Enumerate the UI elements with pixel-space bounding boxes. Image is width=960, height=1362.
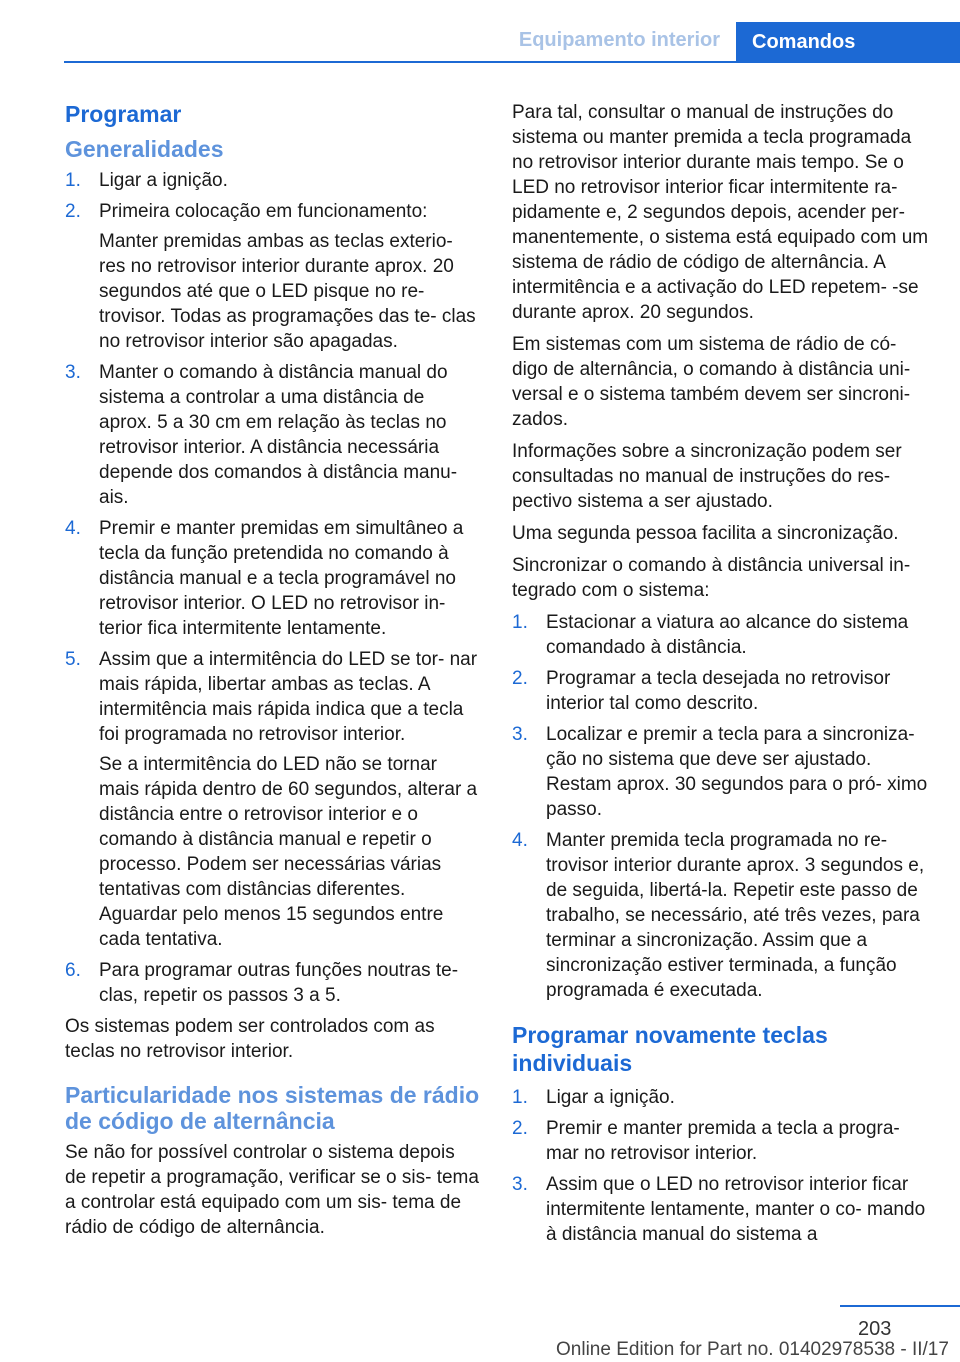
step-text: Manter o comando à distância manual do sistema a controlar a uma distância de aprox. 5 a 30 cm em relação às teclas no retrovisor interior. A distância necessária depende dos comandos à distância manu‐ ais. <box>99 362 458 508</box>
list-item <box>512 1085 932 1110</box>
step-number: 2. <box>65 201 81 222</box>
footer-rule <box>840 1305 960 1307</box>
tab-comandos[interactable]: Comandos <box>736 22 960 62</box>
paragraph: Informações sobre a sincronização podem ser consultadas no manual de instruções do res‐ pectivo sistema a ser ajustado. <box>512 441 902 512</box>
step-text: Premir e manter premidas em simultâneo a tecla da função pretendida no comando à distância manual e a tecla programável no retrovisor interior. O LED no retrovisor in‐ terior fica intermitente lentamente. <box>99 518 464 639</box>
step-number: 1. <box>512 1087 528 1108</box>
step-text: Primeira colocação em funcionamento: <box>99 201 428 222</box>
list-item <box>65 168 480 193</box>
step-number: 1. <box>65 170 81 191</box>
step-text: Ligar a ignição. <box>546 1087 675 1108</box>
step-text: Localizar e premir a tecla para a sincroniza‐ ção no sistema que deve ser ajustado. Restam aprox. 30 segundos para o pró‐ ximo passo. <box>546 724 928 820</box>
list-item <box>512 722 932 822</box>
list-item <box>512 1116 932 1166</box>
heading-reprogramar: Programar novamente teclas individuais <box>512 1022 828 1076</box>
step-note: Se a intermitência do LED não se tornar mais rápida dentro de 60 segundos, alterar a distância entre o retrovisor interior e o comando à distância manual e repetir o processo. Podem ser necessárias várias tentativas com distâncias diferentes. Aguardar pelo menos 15 segundos entre cada tentativa. <box>99 754 478 950</box>
right-column <box>512 100 932 1253</box>
list-item <box>65 516 480 641</box>
left-column <box>65 100 480 1247</box>
step-number: 6. <box>65 960 81 981</box>
list-item <box>512 828 932 1003</box>
list-item <box>512 666 932 716</box>
step-number: 1. <box>512 612 528 633</box>
step-number: 3. <box>512 1174 528 1195</box>
paragraph: Sincronizar o comando à distância universal in‐ tegrado com o sistema: <box>512 555 911 601</box>
step-number: 2. <box>512 668 528 689</box>
step-text: Assim que o LED no retrovisor interior ficar intermitente lentamente, manter o co‐ mando à distância manual do sistema a <box>546 1174 926 1245</box>
step-number: 5. <box>65 649 81 670</box>
step-number: 3. <box>512 724 528 745</box>
step-text: Estacionar a viatura ao alcance do sistema comandado à distância. <box>546 612 909 658</box>
breadcrumb[interactable]: Equipamento interior <box>518 29 720 51</box>
list-item <box>512 1172 932 1247</box>
step-note: Manter premidas ambas as teclas exterio‐ res no retrovisor interior durante aprox. 20 segundos até que o LED pisque no re‐ trovisor. Todas as programações das te‐ clas no retrovisor interior são apagadas. <box>99 231 476 352</box>
list-item <box>512 610 932 660</box>
step-number: 3. <box>65 362 81 383</box>
paragraph: Uma segunda pessoa facilita a sincronização. <box>512 523 899 544</box>
edition-note: Online Edition for Part no. 01402978538 - II/17 <box>556 1339 949 1360</box>
step-number: 4. <box>65 518 81 539</box>
sync-steps <box>512 610 932 1003</box>
paragraph: Em sistemas com um sistema de rádio de có‐ digo de alternância, o comando à distância uni‐ versal e o sistema também devem ser sincroni‐ zados. <box>512 334 911 430</box>
step-number: 4. <box>512 830 528 851</box>
page-number: 203 <box>858 1318 892 1340</box>
step-text: Para programar outras funções noutras te‐ clas, repetir os passos 3 a 5. <box>99 960 459 1006</box>
list-item <box>65 199 480 354</box>
paragraph: Para tal, consultar o manual de instruções do sistema ou manter premida a tecla programada no retrovisor interior durante mais tempo. Se o LED no retrovisor interior ficar intermitente ra‐ pidamente e, 2 segundos depois, acender per‐ manentemente, o sistema está equipado com um sistema de rádio de código de alternância. A intermitência e a activação do LED repetem- -se durante aprox. 20 segundos. <box>512 102 929 323</box>
step-text: Assim que a intermitência do LED se tor‐ nar mais rápida, libertar ambas as teclas. A intermitência mais rápida indica que a tecla foi programada no retrovisor interior. <box>99 649 478 745</box>
list-item <box>65 360 480 510</box>
header-rule <box>64 61 960 63</box>
step-text: Programar a tecla desejada no retrovisor interior tal como descrito. <box>546 668 891 714</box>
heading-programar: Programar <box>65 101 182 127</box>
step-text: Premir e manter premida a tecla a progra‐ mar no retrovisor interior. <box>546 1118 900 1164</box>
paragraph-particularidade: Se não for possível controlar o sistema depois de repetir a programação, verificar se o sis‐ tema a controlar está equipado com um sis‐ tema de rádio de código de alternância. <box>65 1142 479 1238</box>
heading-generalidades: Generalidades <box>65 136 224 162</box>
paragraph-sistemas: Os sistemas podem ser controlados com as teclas no retrovisor interior. <box>65 1016 435 1062</box>
step-text: Ligar a ignição. <box>99 170 228 191</box>
step-number: 2. <box>512 1118 528 1139</box>
step-text: Manter premida tecla programada no re‐ trovisor interior durante aprox. 3 segundos e, de seguida, libertá-la. Repetir este passo de trabalho, se necessário, até três vezes, para terminar a sincronização. Assim que a sincronização estiver terminada, a função programada é executada. <box>546 830 925 1001</box>
programming-steps <box>65 168 480 1008</box>
reprogram-steps <box>512 1085 932 1247</box>
heading-particularidade: Particularidade nos sistemas de rádio de código de alternância <box>65 1082 480 1134</box>
list-item <box>65 647 480 952</box>
list-item <box>65 958 480 1008</box>
page-header <box>0 0 960 62</box>
